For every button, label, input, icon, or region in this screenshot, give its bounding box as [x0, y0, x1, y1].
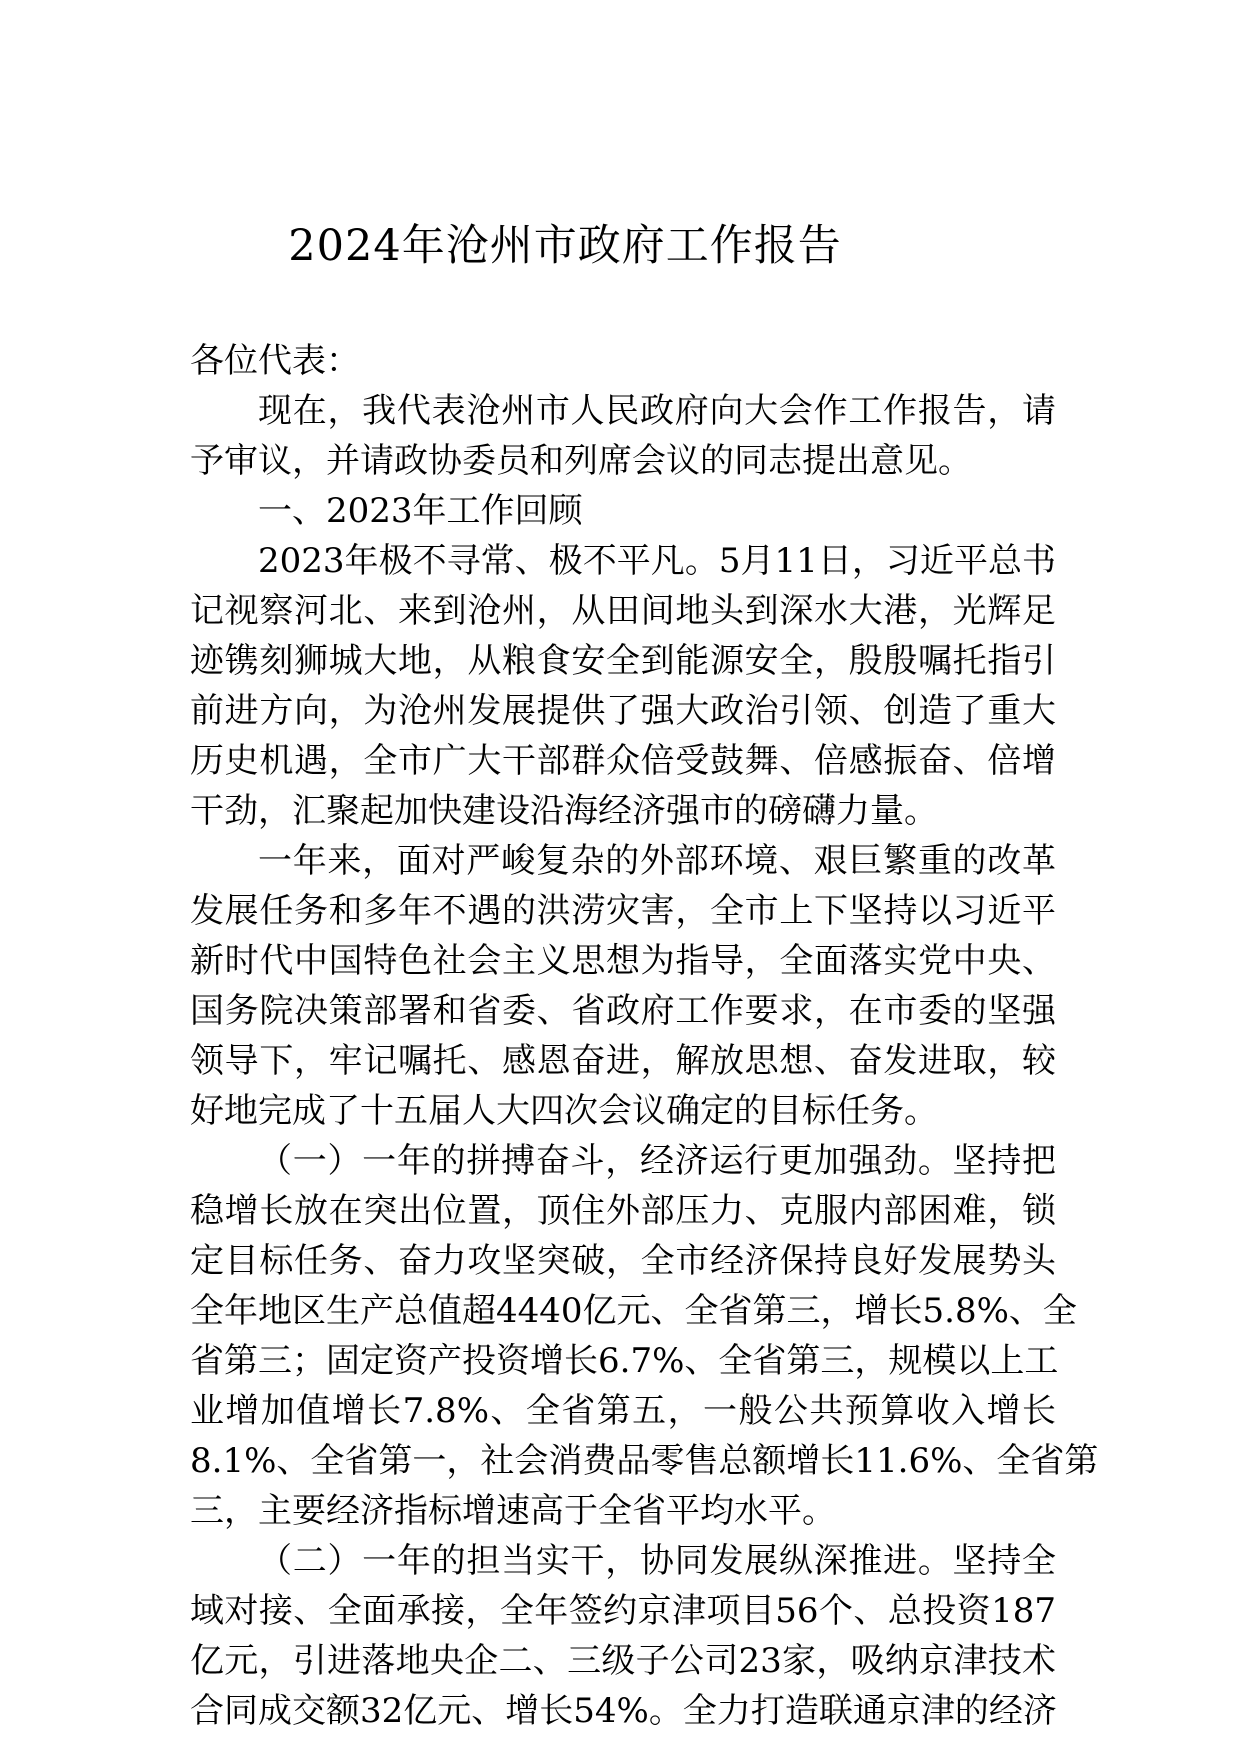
paragraph-line: 稳增长放在突出位置，顶住外部压力、克服内部困难，锁 [190, 1191, 1056, 1231]
paragraph-line: 历史机遇，全市广大干部群众倍受鼓舞、倍感振奋、倍增 [190, 741, 1056, 781]
paragraph-line: 发展任务和多年不遇的洪涝灾害，全市上下坚持以习近平 [190, 891, 1056, 931]
paragraph-line: 干劲，汇聚起加快建设沿海经济强市的磅礴力量。 [190, 791, 938, 831]
paragraph-line: 记视察河北、来到沧州，从田间地头到深水大港，光辉足 [190, 591, 1056, 631]
paragraph-line: （二）一年的担当实干，协同发展纵深推进。坚持全 [258, 1541, 1056, 1581]
paragraph-line: 三，主要经济指标增速高于全省平均水平。 [190, 1491, 836, 1531]
paragraph-line: 全年地区生产总值超4440亿元、全省第三，增长5.8%、全 [190, 1291, 1077, 1331]
paragraph-line: 前进方向，为沧州发展提供了强大政治引领、创造了重大 [190, 691, 1056, 731]
paragraph-line: 好地完成了十五届人大四次会议确定的目标任务。 [190, 1091, 938, 1131]
paragraph-line: 合同成交额32亿元、增长54%。全力打造联通京津的经济 [190, 1691, 1057, 1731]
paragraph-line: （一）一年的拼搏奋斗，经济运行更加强劲。坚持把 [258, 1141, 1056, 1181]
section-heading: 一、2023年工作回顾 [258, 491, 583, 531]
salutation: 各位代表： [190, 341, 360, 381]
paragraph-line: 定目标任务、奋力攻坚突破，全市经济保持良好发展势头 [190, 1241, 1056, 1281]
document-title: 2024年沧州市政府工作报告 [288, 221, 842, 271]
paragraph-line: 迹镌刻狮城大地，从粮食安全到能源安全，殷殷嘱托指引 [190, 641, 1056, 681]
paragraph-line: 现在，我代表沧州市人民政府向大会作工作报告，请 [258, 391, 1056, 431]
paragraph-line: 新时代中国特色社会主义思想为指导，全面落实党中央、 [190, 941, 1056, 981]
paragraph-line: 领导下，牢记嘱托、感恩奋进，解放思想、奋发进取，较 [190, 1041, 1056, 1081]
paragraph-line: 8.1%、全省第一，社会消费品零售总额增长11.6%、全省第 [190, 1441, 1099, 1481]
document-body [190, 336, 1099, 1736]
paragraph-line: 予审议，并请政协委员和列席会议的同志提出意见。 [190, 441, 972, 481]
paragraph-line: 亿元，引进落地央企二、三级子公司23家，吸纳京津技术 [190, 1641, 1056, 1681]
paragraph-line: 一年来，面对严峻复杂的外部环境、艰巨繁重的改革 [258, 841, 1056, 881]
paragraph-line: 国务院决策部署和省委、省政府工作要求，在市委的坚强 [190, 991, 1056, 1031]
paragraph-line: 2023年极不寻常、极不平凡。5月11日，习近平总书 [258, 541, 1056, 581]
paragraph-line: 业增加值增长7.8%、全省第五，一般公共预算收入增长 [190, 1391, 1056, 1431]
paragraph-line: 省第三；固定资产投资增长6.7%、全省第三，规模以上工 [190, 1341, 1059, 1381]
paragraph-line: 域对接、全面承接，全年签约京津项目56个、总投资187 [190, 1591, 1056, 1631]
